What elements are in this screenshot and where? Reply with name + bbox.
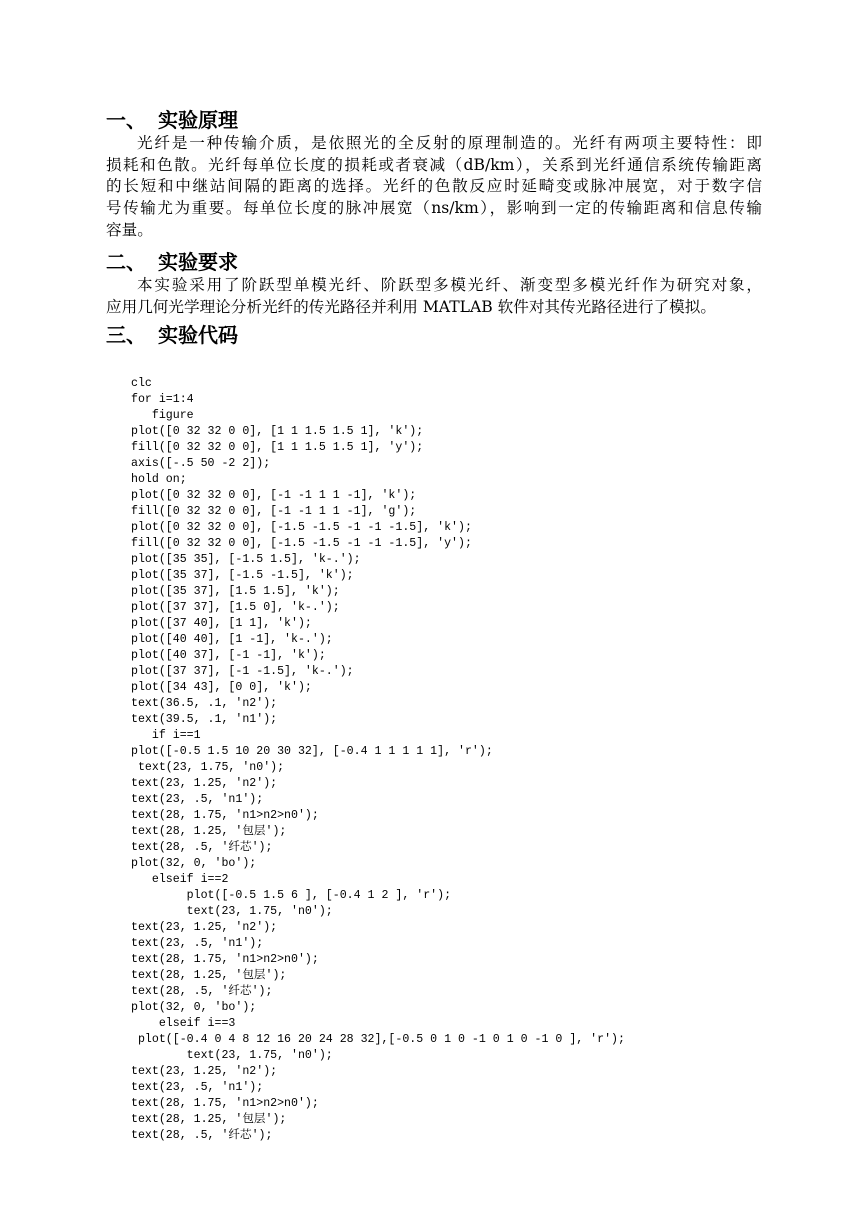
code-line: for i=1:4 bbox=[131, 393, 194, 406]
paragraph-line: 损耗和色散。光纤每单位长度的损耗或者衰减（dB/km），关系到光纤通信系统传输距离 bbox=[106, 155, 762, 174]
code-line: text(23, 1.25, 'n2'); bbox=[131, 777, 278, 790]
code-line: text(36.5, .1, 'n2'); bbox=[131, 697, 278, 710]
code-line: hold on; bbox=[131, 473, 187, 486]
code-line: text(28, 1.25, '包层'); bbox=[131, 969, 287, 982]
code-line: plot([37 37], [-1 -1.5], 'k-.'); bbox=[131, 665, 354, 678]
code-line: plot(32, 0, 'bo'); bbox=[131, 1001, 257, 1014]
code-line: text(28, 1.75, 'n1>n2>n0'); bbox=[131, 953, 319, 966]
code-line: plot([40 37], [-1 -1], 'k'); bbox=[131, 649, 326, 662]
code-line: fill([0 32 32 0 0], [-1.5 -1.5 -1 -1 -1.5], 'y'); bbox=[131, 537, 472, 550]
section-title: 实验代码 bbox=[158, 323, 238, 347]
code-block bbox=[131, 376, 771, 1144]
code-line: plot([35 37], [-1.5 -1.5], 'k'); bbox=[131, 569, 354, 582]
code-line: text(23, 1.25, 'n2'); bbox=[131, 1065, 278, 1078]
paragraph-line: 号传输尤为重要。每单位长度的脉冲展宽（ns/km），影响到一定的传输距离和信息传输 bbox=[106, 199, 762, 218]
code-line: plot([37 40], [1 1], 'k'); bbox=[131, 617, 312, 630]
principle-paragraph bbox=[106, 133, 762, 242]
section-number: 二、 bbox=[106, 250, 146, 274]
code-line: text(28, 1.75, 'n1>n2>n0'); bbox=[131, 1097, 319, 1110]
paragraph-line: 容量。 bbox=[106, 220, 153, 239]
code-line: plot([0 32 32 0 0], [-1 -1 1 1 -1], 'k'); bbox=[131, 489, 417, 502]
code-line: text(28, .5, '纤芯'); bbox=[131, 1129, 273, 1142]
code-line: text(28, 1.25, '包层'); bbox=[131, 825, 287, 838]
code-line: figure bbox=[131, 409, 194, 422]
paragraph-line: 本实验采用了阶跃型单模光纤、阶跃型多模光纤、渐变型多模光纤作为研究对象， bbox=[137, 276, 762, 294]
code-line: fill([0 32 32 0 0], [1 1 1.5 1.5 1], 'y'); bbox=[131, 441, 424, 454]
code-line: text(23, .5, 'n1'); bbox=[131, 937, 264, 950]
section-heading-code bbox=[106, 323, 238, 347]
code-line: plot([40 40], [1 -1], 'k-.'); bbox=[131, 633, 333, 646]
requirements-paragraph bbox=[106, 275, 762, 318]
code-line: text(39.5, .1, 'n1'); bbox=[131, 713, 278, 726]
code-line: fill([0 32 32 0 0], [-1 -1 1 1 -1], 'g'); bbox=[131, 505, 417, 518]
code-line: plot([34 43], [0 0], 'k'); bbox=[131, 681, 312, 694]
code-line: text(28, .5, '纤芯'); bbox=[131, 985, 273, 998]
code-line: text(28, 1.25, '包层'); bbox=[131, 1113, 287, 1126]
code-line: text(23, 1.75, 'n0'); bbox=[131, 905, 333, 918]
section-number: 三、 bbox=[106, 323, 146, 347]
code-line: plot([0 32 32 0 0], [1 1 1.5 1.5 1], 'k'); bbox=[131, 425, 424, 438]
code-line: elseif i==3 bbox=[131, 1017, 236, 1030]
paragraph-line: 的长短和中继站间隔的距离的选择。光纤的色散反应时延畸变或脉冲展宽，对于数字信 bbox=[106, 177, 762, 196]
code-line: text(23, 1.75, 'n0'); bbox=[131, 761, 285, 774]
code-line: plot([0 32 32 0 0], [-1.5 -1.5 -1 -1 -1.5], 'k'); bbox=[131, 521, 472, 534]
code-line: text(23, 1.25, 'n2'); bbox=[131, 921, 278, 934]
code-line: text(28, 1.75, 'n1>n2>n0'); bbox=[131, 809, 319, 822]
code-line: if i==1 bbox=[131, 729, 201, 742]
section-title: 实验原理 bbox=[158, 108, 238, 132]
code-line: plot([35 37], [1.5 1.5], 'k'); bbox=[131, 585, 340, 598]
paragraph-line: 光纤是一种传输介质，是依照光的全反射的原理制造的。光纤有两项主要特性：即 bbox=[137, 134, 762, 152]
code-line: axis([-.5 50 -2 2]); bbox=[131, 457, 271, 470]
paragraph-line: 应用几何光学理论分析光纤的传光路径并利用 MATLAB 软件对其传光路径进行了模拟。 bbox=[106, 297, 716, 316]
code-line: text(23, 1.75, 'n0'); bbox=[131, 1049, 333, 1062]
code-line: text(23, .5, 'n1'); bbox=[131, 793, 264, 806]
section-heading-requirements bbox=[106, 250, 238, 274]
code-line: plot([-0.5 1.5 6 ], [-0.4 1 2 ], 'r'); bbox=[131, 889, 452, 902]
code-line: plot([37 37], [1.5 0], 'k-.'); bbox=[131, 601, 340, 614]
code-line: text(28, .5, '纤芯'); bbox=[131, 841, 273, 854]
code-line: plot([-0.4 0 4 8 12 16 20 24 28 32],[-0.5 0 1 0 -1 0 1 0 -1 0 ], 'r'); bbox=[131, 1033, 625, 1046]
code-line: elseif i==2 bbox=[131, 873, 229, 886]
code-line: plot([-0.5 1.5 10 20 30 32], [-0.4 1 1 1 1 1], 'r'); bbox=[131, 745, 493, 758]
code-line: plot(32, 0, 'bo'); bbox=[131, 857, 257, 870]
section-number: 一、 bbox=[106, 108, 146, 132]
section-heading-principle bbox=[106, 108, 238, 132]
section-title: 实验要求 bbox=[158, 250, 238, 274]
code-line: plot([35 35], [-1.5 1.5], 'k-.'); bbox=[131, 553, 361, 566]
code-line: text(23, .5, 'n1'); bbox=[131, 1081, 264, 1094]
code-line: clc bbox=[131, 377, 152, 390]
